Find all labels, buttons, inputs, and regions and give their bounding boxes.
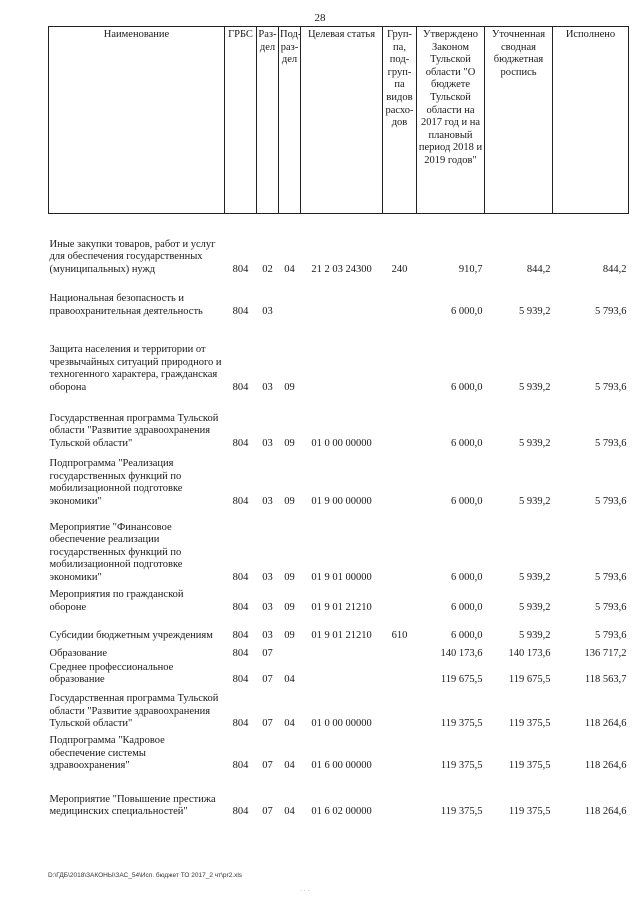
row-refined: 140 173,6: [508, 647, 551, 659]
row-name: Иные закупки товаров, работ и услуг для обеспечения государственных (муниципальных) нужд: [49, 238, 216, 275]
table-row: [49, 452, 629, 510]
row-target: 01 9 01 21210: [311, 629, 372, 641]
row-target: [301, 320, 383, 396]
row-name: Подпрограмма "Кадровое обеспечение системы здравоохранения": [49, 734, 165, 772]
row-executed: 118 264,6: [584, 718, 627, 730]
table-row: [49, 644, 629, 662]
row-approved: 910,7: [458, 263, 483, 275]
row-executed: 5 793,6: [595, 495, 627, 507]
row-approved: 140 173,6: [440, 647, 483, 659]
row-grbs: 804: [232, 674, 249, 686]
row-executed: 5 793,6: [595, 629, 627, 641]
row-grbs: 804: [232, 305, 249, 317]
row-approved: 119 375,5: [440, 806, 483, 818]
row-executed: 5 793,6: [595, 305, 627, 317]
row-name: Субсидии бюджетным учреждениям: [49, 629, 213, 641]
row-razdel: 03: [262, 305, 273, 317]
row-name: Подпрограмма "Реализация государственных функций по мобилизационной подготовке экономики": [49, 458, 183, 507]
row-group: [383, 320, 417, 396]
header-executed: Исполнено: [553, 27, 629, 214]
row-razdel: 07: [262, 647, 273, 659]
row-razdel: 07: [262, 718, 273, 730]
row-target: 01 9 01 21210: [311, 601, 372, 613]
table-body: [49, 214, 629, 820]
row-razdel: 07: [262, 760, 273, 772]
table-row: [49, 510, 629, 586]
row-target: 21 2 03 24300: [311, 263, 372, 275]
row-executed: 5 793,6: [595, 381, 627, 393]
row-razdel: 03: [262, 495, 273, 507]
row-target: 01 0 00 00000: [311, 718, 372, 730]
row-grbs: 804: [232, 381, 249, 393]
row-refined: 5 939,2: [519, 629, 551, 641]
row-refined: 5 939,2: [519, 495, 551, 507]
row-razdel: 07: [262, 806, 273, 818]
table-row: [49, 396, 629, 452]
row-razdel: 03: [262, 601, 273, 613]
row-grbs: 804: [232, 760, 249, 772]
row-group: 610: [391, 629, 408, 641]
table-row: [49, 586, 629, 616]
row-executed: 118 264,6: [584, 760, 627, 772]
row-approved: 119 675,5: [440, 674, 483, 686]
header-target: Целевая статья: [301, 27, 383, 214]
row-group: 240: [391, 263, 408, 275]
file-path-footer: D:\ГДБ\2018\ЗАКОНЫ\ЗАС_54\Исп. бюджет ТО 2017_2 чт\pr2.xls: [48, 872, 243, 879]
row-name: Мероприятие "Финансовое обеспечение реализации государственных функций по мобилизационной подготовке экономики": [49, 521, 183, 583]
row-podrazdel: 04: [284, 718, 295, 730]
row-refined: 5 939,2: [519, 601, 551, 613]
row-refined: 844,2: [526, 263, 551, 275]
header-group: Груп-па, под-груп-па видов расхо-дов: [383, 27, 417, 214]
row-target: [301, 278, 383, 320]
row-executed: 844,2: [602, 263, 627, 275]
row-approved: 6 000,0: [451, 305, 483, 317]
row-executed: 5 793,6: [595, 437, 627, 449]
row-podrazdel: 04: [284, 806, 295, 818]
row-name: Мероприятие "Повышение престижа медицинских специальностей": [49, 793, 216, 818]
row-grbs: 804: [232, 263, 249, 275]
table-header-row: [49, 27, 629, 214]
row-target: [301, 662, 383, 688]
row-refined: 5 939,2: [519, 437, 551, 449]
row-razdel: 02: [262, 263, 273, 275]
row-grbs: 804: [232, 495, 249, 507]
row-group: [383, 732, 417, 774]
row-podrazdel: 04: [284, 263, 295, 275]
row-podrazdel: 09: [284, 571, 295, 583]
row-approved: 119 375,5: [440, 760, 483, 772]
row-group: [383, 644, 417, 662]
table-row: [49, 732, 629, 774]
row-grbs: 804: [232, 571, 249, 583]
table-row: [49, 214, 629, 278]
row-refined: 119 375,5: [508, 760, 551, 772]
header-refined: Уточненная сводная бюджетная роспись: [485, 27, 553, 214]
row-podrazdel: 09: [284, 629, 295, 641]
row-razdel: 03: [262, 437, 273, 449]
row-refined: 5 939,2: [519, 381, 551, 393]
row-target: 01 9 00 00000: [311, 495, 372, 507]
row-name: Защита населения и территории от чрезвычайных ситуаций природного и техногенного характера, гражданская оборона: [49, 344, 222, 393]
row-grbs: 804: [232, 437, 249, 449]
row-approved: 6 000,0: [451, 381, 483, 393]
row-grbs: 804: [232, 806, 249, 818]
row-target: 01 6 02 00000: [311, 806, 372, 818]
row-executed: 5 793,6: [595, 601, 627, 613]
table-row: [49, 278, 629, 320]
row-podrazdel: 04: [284, 760, 295, 772]
row-podrazdel: 09: [284, 601, 295, 613]
header-approved: Утверждено Законом Тульской области "О бюджете Тульской области на 2017 год и на плановый период 2018 и 2019 годов": [417, 27, 485, 214]
row-refined: 5 939,2: [519, 571, 551, 583]
row-group: [383, 586, 417, 616]
row-grbs: 804: [232, 601, 249, 613]
row-podrazdel: 04: [284, 674, 295, 686]
row-refined: 5 939,2: [519, 305, 551, 317]
header-grbs: ГРБС: [225, 27, 257, 214]
row-approved: 6 000,0: [451, 437, 483, 449]
row-executed: 118 563,7: [584, 674, 627, 686]
row-group: [383, 688, 417, 732]
row-razdel: 07: [262, 674, 273, 686]
row-razdel: 03: [262, 381, 273, 393]
table-row: [49, 688, 629, 732]
row-target: [301, 644, 383, 662]
row-group: [383, 774, 417, 820]
row-executed: 5 793,6: [595, 571, 627, 583]
row-executed: 136 717,2: [584, 647, 627, 659]
scan-mark: · · ·: [300, 888, 310, 894]
header-podrazdel: Под-раз-дел: [279, 27, 301, 214]
row-podrazdel: 09: [284, 495, 295, 507]
row-target: 01 0 00 00000: [311, 437, 372, 449]
row-grbs: 804: [232, 647, 249, 659]
row-approved: 6 000,0: [451, 629, 483, 641]
row-refined: 119 375,5: [508, 806, 551, 818]
row-target: 01 6 00 00000: [311, 760, 372, 772]
row-razdel: 03: [262, 629, 273, 641]
row-group: [383, 510, 417, 586]
header-name: Наименование: [49, 27, 225, 214]
row-approved: 6 000,0: [451, 601, 483, 613]
budget-table: [48, 26, 629, 820]
row-podrazdel: 09: [284, 437, 295, 449]
row-refined: 119 375,5: [508, 718, 551, 730]
row-grbs: 804: [232, 629, 249, 641]
table-row: [49, 662, 629, 688]
page-number: 28: [314, 12, 326, 24]
row-group: [383, 452, 417, 510]
row-podrazdel: [279, 278, 301, 320]
row-approved: 6 000,0: [451, 495, 483, 507]
row-approved: 6 000,0: [451, 571, 483, 583]
header-razdel: Раз-дел: [257, 27, 279, 214]
row-razdel: 03: [262, 571, 273, 583]
row-name: Образование: [49, 647, 108, 659]
row-name: Среднее профессиональное образование: [49, 661, 174, 686]
row-name: Государственная программа Тульской области "Развитие здравоохранения Тульской области": [49, 692, 219, 730]
row-name: Мероприятия по гражданской обороне: [49, 589, 184, 613]
row-name: Государственная программа Тульской области "Развитие здравоохранения Тульской области": [49, 412, 219, 449]
table-row: [49, 774, 629, 820]
row-group: [383, 396, 417, 452]
row-approved: 119 375,5: [440, 718, 483, 730]
row-group: [383, 278, 417, 320]
row-group: [383, 662, 417, 688]
row-executed: 118 264,6: [584, 806, 627, 818]
row-name: Национальная безопасность и правоохранительная деятельность: [49, 293, 203, 317]
row-refined: 119 675,5: [508, 674, 551, 686]
row-podrazdel: 09: [284, 381, 295, 393]
table-row: [49, 616, 629, 644]
row-target: 01 9 01 00000: [311, 571, 372, 583]
row-grbs: 804: [232, 718, 249, 730]
row-podrazdel: [279, 644, 301, 662]
table-row: [49, 320, 629, 396]
